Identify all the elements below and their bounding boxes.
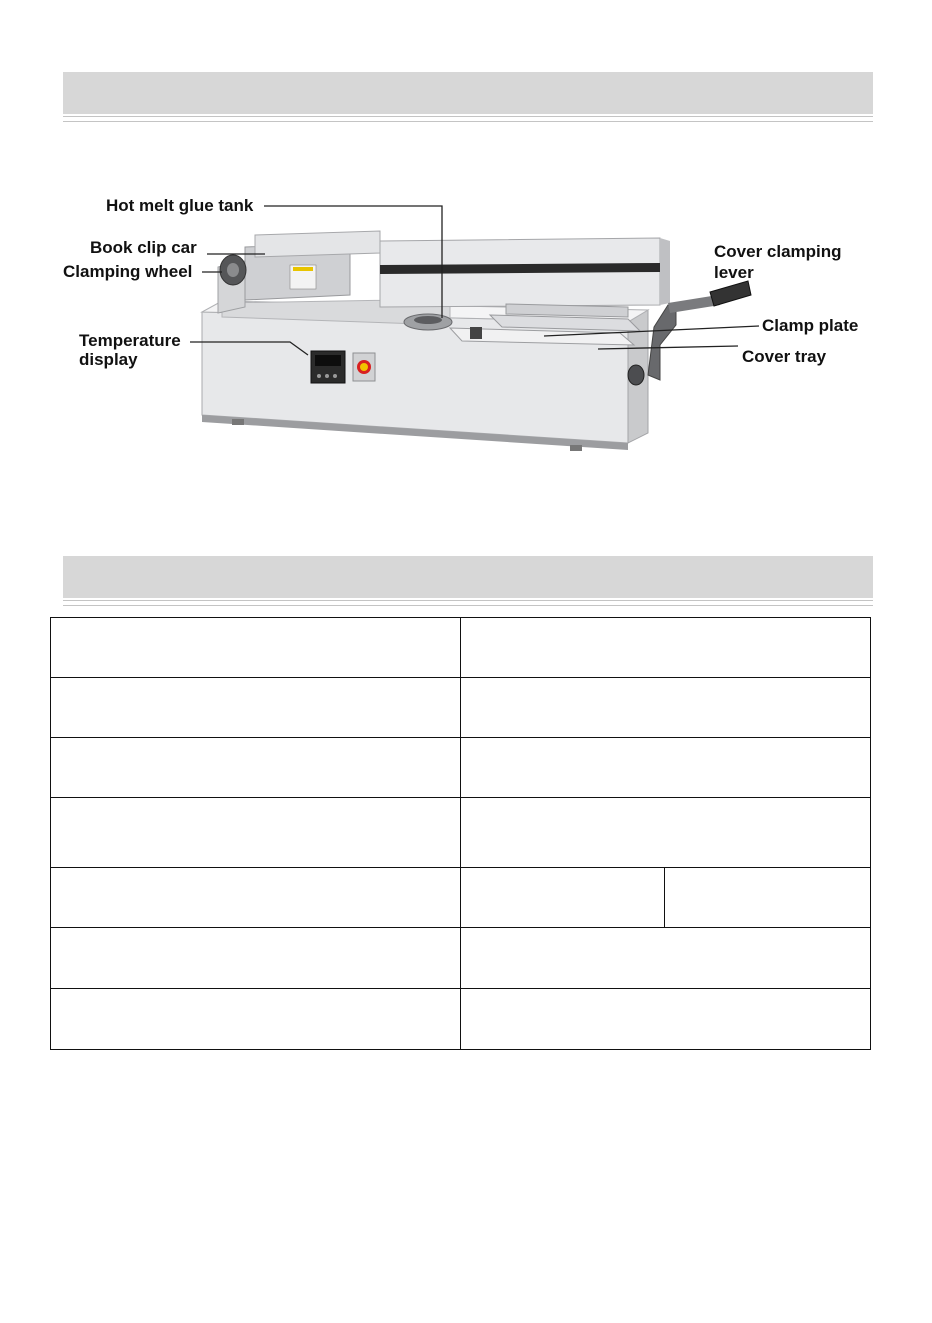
table-cell [461, 989, 871, 1050]
table-cell [51, 868, 461, 928]
table-row [51, 989, 871, 1050]
callout-cover-clamping-lever [714, 241, 842, 283]
table-cell [665, 868, 871, 928]
table-cell [461, 738, 871, 798]
table-row [51, 798, 871, 868]
table-cell [51, 928, 461, 989]
table-cell [51, 798, 461, 868]
callout-temperature-display-line1: Temperature [79, 331, 181, 350]
table-cell [51, 618, 461, 678]
callout-cover-tray: Cover tray [742, 347, 827, 366]
table-cell [51, 678, 461, 738]
table-row [51, 738, 871, 798]
callout-hot-melt-glue-tank: Hot melt glue tank [106, 196, 254, 215]
table-row [51, 868, 871, 928]
table-row [51, 928, 871, 989]
table-cell [51, 738, 461, 798]
table-cell [461, 678, 871, 738]
table-cell [461, 868, 665, 928]
glue-binder-illustration [50, 175, 880, 475]
callout-clamping-wheel: Clamping wheel [63, 262, 193, 281]
machine-diagram [50, 175, 880, 475]
callout-cover-clamping-lever-line2: lever [714, 263, 754, 282]
callout-temperature-display [79, 331, 181, 369]
callout-cover-clamping-lever-line1: Cover clamping [714, 242, 842, 261]
table-cell [51, 989, 461, 1050]
specifications-table [50, 617, 871, 1050]
callout-clamp-plate: Clamp plate [762, 316, 859, 335]
section-heading-bar [63, 72, 873, 114]
table-cell [461, 928, 871, 989]
table-cell [461, 618, 871, 678]
callout-book-clip-car: Book clip car [90, 238, 197, 257]
section-heading-bar [63, 556, 873, 598]
section-divider [63, 600, 873, 606]
table-cell [461, 798, 871, 868]
section-divider [63, 116, 873, 122]
table-row [51, 678, 871, 738]
callout-temperature-display-line2: display [79, 350, 138, 369]
table-row [51, 618, 871, 678]
